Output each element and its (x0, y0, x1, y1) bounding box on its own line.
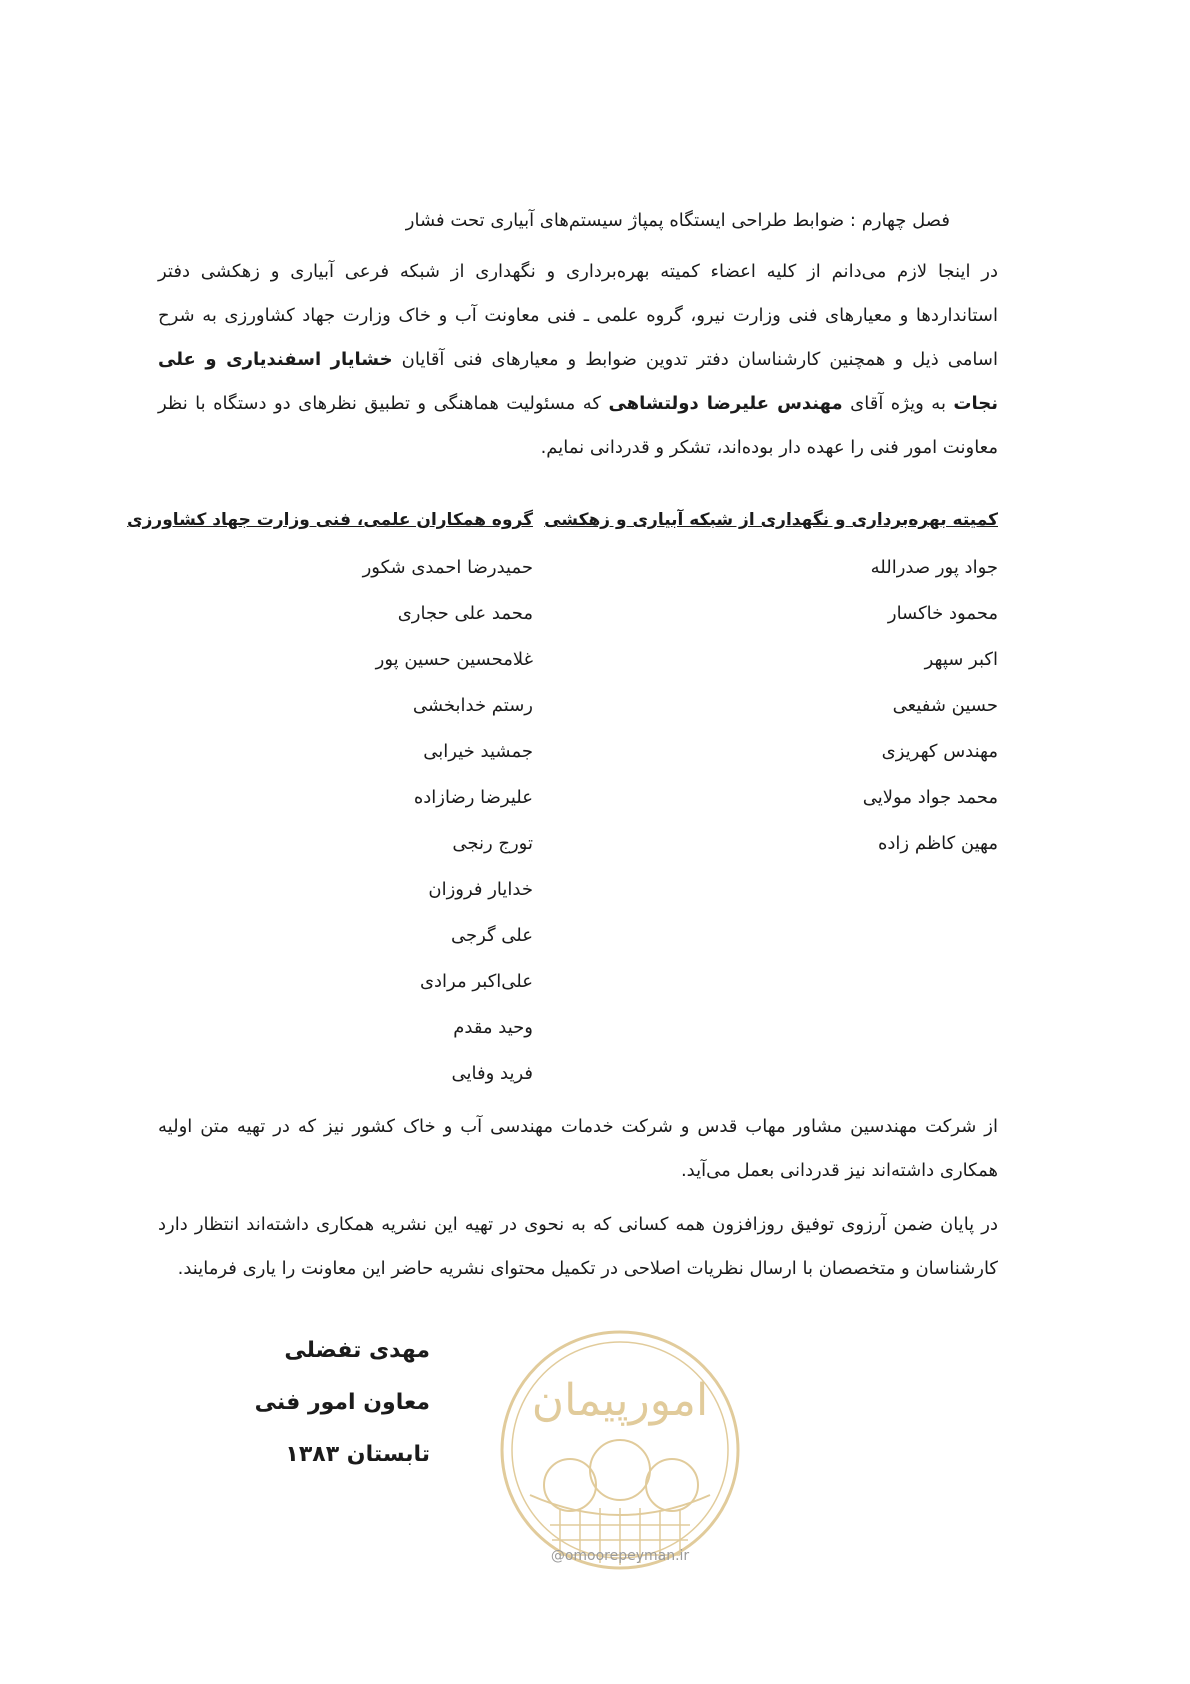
list-item: تورج رنجی (452, 833, 533, 854)
list-item: علی‌اکبر مرادی (419, 971, 533, 992)
list-item: مهین کاظم زاده (877, 833, 998, 854)
list-item: مهندس کهریزی (881, 741, 998, 762)
seal-handle-text: @omoorepeyman.ir (550, 1548, 690, 1564)
intro-text-c: که مسئولیت هماهنگی و تطبیق نظرهای دو دستگاه با نظر معاونت امور فنی را عهده دار بوده‌اند، تشکر و قدردانی نمایم. (158, 393, 998, 458)
list-item: رستم خدابخشی (412, 695, 533, 716)
committee-column (544, 505, 998, 867)
svg-text:امورپیمان: امورپیمان (531, 1375, 709, 1426)
signature-date: تابستان ۱۳۸۳ (285, 1442, 430, 1467)
watermark-seal-icon (490, 1320, 750, 1580)
list-item: محمد جواد مولایی (862, 787, 998, 808)
list-item: خدایار فروزان (428, 879, 533, 900)
intro-text-a: در اینجا لازم می‌دانم از کلیه اعضاء کمیته بهره‌برداری و نگهداری از شبکه فرعی آبیاری و زهکشی دفتر استانداردها و معیارهای فنی وزارت نیرو، گروه علمی ـ فنی معاونت آب و خاک وزارت جهاد کشاورزی به شرح اسامی ذیل و همچنین کارشناسان دفتر تدوین ضوابط و معیارهای فنی آقایان (158, 261, 999, 370)
list-item: محمد علی حجاری (397, 603, 533, 624)
intro-text-b: به ویژه آقای (842, 393, 954, 414)
chapter-heading: فصل چهارم : ضوابط طراحی ایستگاه پمپاژ سیستم‌های آبیاری تحت فشار (405, 210, 950, 231)
intro-name-1: خشایار اسفندیاری و علی نجات (158, 349, 998, 414)
closing-paragraphs (158, 1105, 998, 1291)
list-item: جمشید خیرابی (423, 741, 533, 762)
committee-list (578, 545, 998, 867)
signatory-name: مهدی تفضلی (284, 1338, 430, 1363)
intro-name-2: مهندس علیرضا دولتشاهی (608, 393, 843, 414)
scientific-group-title: گروه همکاران علمی، فنی وزارت جهاد کشاورزی (127, 510, 533, 530)
list-item: علیرضا رضازاده (413, 787, 533, 808)
list-item: حسین شفیعی (892, 695, 998, 716)
list-item: علی گرجی (450, 925, 533, 946)
list-item: محمود خاکسار (887, 603, 998, 624)
list-item: فرید وفایی (451, 1063, 533, 1084)
list-item: حمیدرضا احمدی شکور (362, 557, 533, 578)
signature-block (170, 1325, 430, 1481)
signatory-role: معاون امور فنی (254, 1390, 430, 1415)
acknowledgement-paragraph (158, 250, 998, 470)
list-item: جواد پور صدرالله (870, 557, 998, 578)
scientific-group-list (113, 545, 533, 1097)
scientific-group-column (113, 505, 533, 1097)
list-item: اکبر سپهر (924, 649, 998, 670)
list-item: غلامحسین حسین پور (375, 649, 533, 670)
final-wishes-paragraph: در پایان ضمن آرزوی توفیق روزافزون همه کسانی که به نحوی در تهیه این نشریه همکاری داشته‌اند انتظار دارد کارشناسان و متخصصان با ارسال نظریات اصلاحی در تکمیل محتوای نشریه حاضر این معاونت را یاری فرمایند. (158, 1214, 998, 1279)
contractor-thanks-paragraph: از شرکت مهندسین مشاور مهاب قدس و شرکت خدمات مهندسی آب و خاک کشور نیز که در تهیه متن اولیه همکاری داشته‌اند نیز قدردانی بعمل می‌آید. (158, 1116, 998, 1181)
committee-title: کمیته بهره‌برداری و نگهداری از شبکه آبیاری و زهکشی (544, 510, 998, 530)
list-item: وحید مقدم (453, 1017, 533, 1038)
